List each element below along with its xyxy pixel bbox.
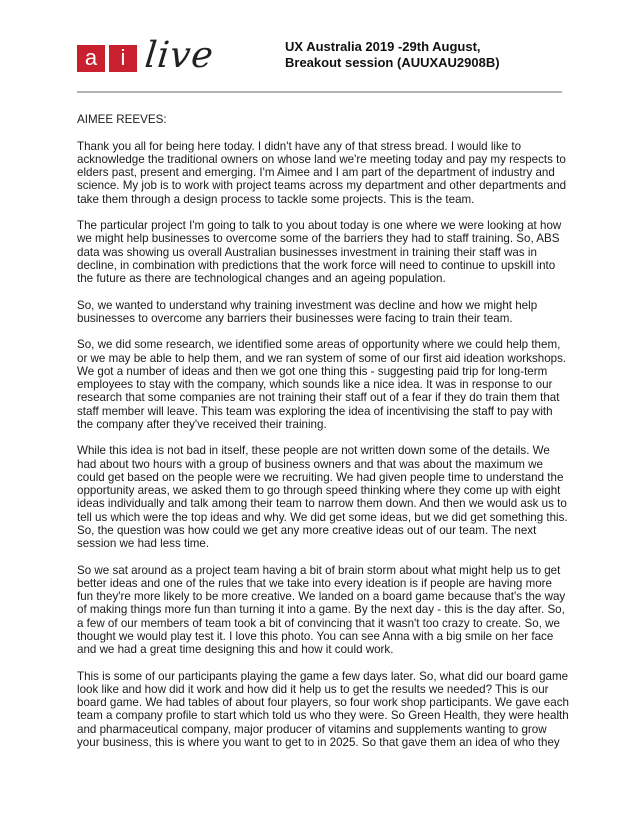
paragraph-line: decline, in combination with predictions that the work force will need to continue to upskill into xyxy=(77,258,556,272)
logo-box-i: i xyxy=(109,45,137,72)
paragraph-line: This is some of our participants playing the game a few days later. So, what did our board game xyxy=(77,669,569,683)
paragraph-line: the company after they've received their training. xyxy=(77,417,327,431)
transcript-paragraph xyxy=(77,564,577,657)
paragraph-line: The particular project I'm going to talk to you about today is one where we were looking at how xyxy=(77,219,562,232)
transcript-paragraph xyxy=(77,219,577,285)
paragraph-line: better ideas and one of the rules that we take into every ideation is if people are having more xyxy=(77,576,552,590)
paragraph-line: data was showing us overall Australian businesses investment in training their staff was in xyxy=(77,245,537,259)
paragraph-line: employees to stay with the company, which sounds like a nice idea. It was in response to our xyxy=(77,378,553,391)
paragraph-line: elders past, present and emerging. I'm Aimee and I am part of the department of industry and xyxy=(77,166,555,179)
paragraph-line: could get based on the people were we recruiting. We had given people time to understand the xyxy=(77,470,564,484)
paragraph-line: look like and how did it work and how did it help us to get the results we needed? This is our xyxy=(77,682,549,696)
paragraph-line: We got a number of ideas and then we got one thing this - suggesting paid trip for long-term xyxy=(77,364,548,378)
transcript-paragraph xyxy=(77,299,577,326)
paragraph-line: a few of our members of team took a bit of convincing that it wasn't too crazy to create. So, we xyxy=(77,616,560,630)
transcript-paragraph xyxy=(77,140,577,206)
paragraph-line: the future as there are technological changes and an ageing population. xyxy=(77,272,446,285)
paragraph-line: fun they're more likely to be more creative. We landed on a board game because that's the way xyxy=(77,590,566,603)
transcript-paragraph xyxy=(77,444,577,550)
logo-box-a: a xyxy=(77,45,105,72)
paragraph-line: research that some companies are not training their staff out of a fear if they do train them that xyxy=(77,391,560,405)
transcript-paragraph xyxy=(77,338,577,431)
paragraph-line: opportunity areas, we asked them to go through speed thinking where they come up with eight xyxy=(77,484,561,497)
paragraph-line: take them through a design process to tackle some projects. This is the team. xyxy=(77,192,475,206)
paragraph-line: we might help businesses to overcome some of the barriers they had to staff training. So, ABS xyxy=(77,232,560,246)
paragraph-line: of making things more fun than turning it into a game. By the next day - this is the day after. So, xyxy=(77,603,565,617)
paragraph-line: acknowledge the traditional owners on whose land we're meeting today and pay my respects to xyxy=(77,152,566,166)
document-title xyxy=(285,39,500,71)
title-line: Breakout session (AUUXAU2908B) xyxy=(285,55,500,70)
transcript-body xyxy=(77,113,577,762)
speaker-label: AIMEE REEVES: xyxy=(77,113,167,126)
paragraph-line: So, we did some research, we identified some areas of opportunity where we could help them, xyxy=(77,338,561,352)
paragraph-line: thought we would play test it. I love this photo. You can see Anna with a big smile on her face xyxy=(77,629,554,643)
paragraph-line: businesses to overcome any barriers their businesses were facing to train their team. xyxy=(77,311,513,325)
header-divider xyxy=(77,91,562,93)
paragraph-line: So we sat around as a project team having a bit of brain storm about what might help us to get xyxy=(77,563,561,577)
paragraph-line: So, we wanted to understand why training investment was decline and how we might help xyxy=(77,298,538,312)
paragraph-line: and we had a great time designing this and how it could work. xyxy=(77,643,394,656)
paragraph-line: tell us which were the top ideas and why. We did get some ideas, but we did get something this. xyxy=(77,510,568,524)
paragraph-line: So, the question was how could we get any more creative ideas out of our team. The next xyxy=(77,523,537,537)
paragraph-line: had about two hours with a group of business owners and that was about the maximum we xyxy=(77,457,543,471)
paragraph-line: session we had less time. xyxy=(77,537,210,550)
paragraph-line: Thank you all for being here today. I didn't have any of that stress bread. I would like to xyxy=(77,139,522,153)
paragraph-line: staff member will leave. This team was exploring the idea of incentivising the staff to pay with xyxy=(77,404,553,418)
logo-script-live: live xyxy=(142,35,216,76)
paragraph-line: team a company profile to start which told us who they were. So Green Health, they were health xyxy=(77,709,569,723)
paragraph-line: or we may be able to help them, and we ran system of some of our first aid ideation workshops. xyxy=(77,351,567,365)
transcript-paragraph xyxy=(77,670,577,750)
paragraph-line: and pharmaceutical company, major producer of vitamins and supplements wanting to grow xyxy=(77,722,547,736)
paragraph-line: board game. We had tables of about four players, so four work shop participants. We gave each xyxy=(77,696,569,709)
title-line: UX Australia 2019 -29th August, xyxy=(285,39,481,54)
paragraph-line: While this idea is not bad in itself, these people are not written down some of the details. We xyxy=(77,444,550,458)
paragraph-line: your business, this is where you want to get to in 2025. So that gave them an idea of who they xyxy=(77,735,560,749)
paragraph-line: science. My job is to work with project teams across my department and other departments and xyxy=(77,179,567,193)
paragraph-line: ideas individually and talk among their team to narrow them down. And then we would ask us to xyxy=(77,497,567,511)
